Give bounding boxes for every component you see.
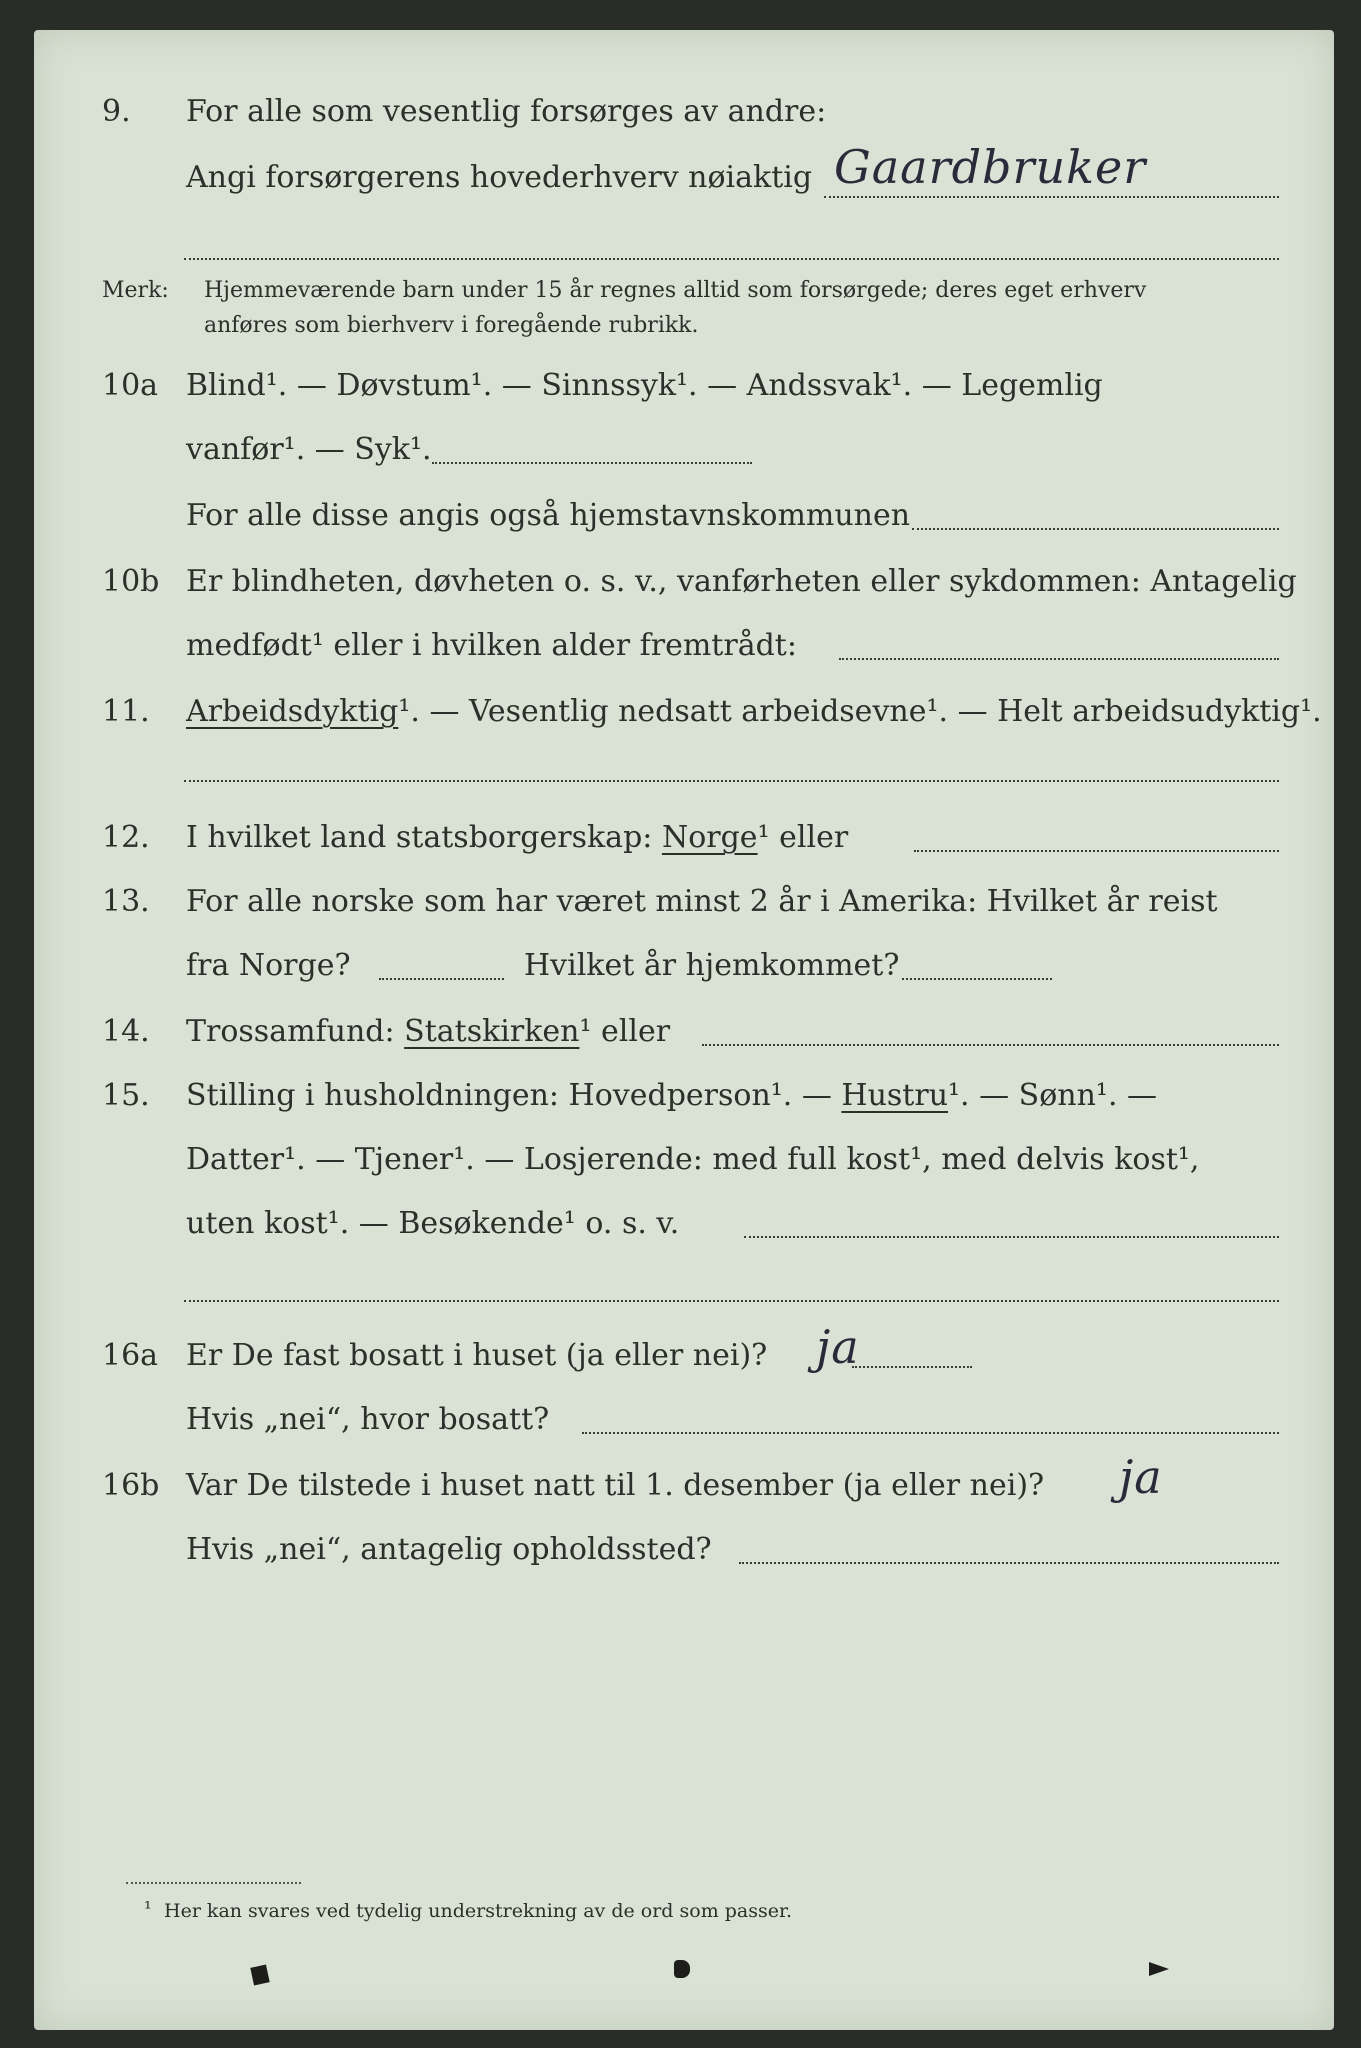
question-text: fra Norge? [186,948,351,983]
question-text: For alle norske som har været minst 2 år i Amerika: Hvilket år reist [186,884,1218,919]
question-number: 16a [102,1338,159,1373]
census-form-page [34,30,1334,2030]
selected-option: Arbeidsdyktig [186,694,399,729]
question-number: 13. [102,884,150,919]
question-text-end: ¹. — Sønn¹. — [948,1078,1158,1113]
answer-line[interactable] [914,850,1279,852]
note-text: Hjemmeværende barn under 15 år regnes alltid som forsørgede; deres eget erhverv [204,278,1147,303]
question-text: Er De fast bosatt i huset (ja eller nei)? [186,1338,768,1373]
handwritten-answer: ja [816,1320,860,1374]
question-number: 12. [102,820,150,855]
answer-line[interactable] [184,258,1279,260]
question-text [186,1076,1157,1116]
binding-mark-icon [250,1965,269,1986]
question-number: 10b [102,564,160,599]
question-text [186,818,848,858]
answer-line[interactable] [379,978,504,980]
question-text: Hvis „nei“, antagelig opholdssted? [186,1532,712,1567]
question-number: 11. [102,694,150,729]
answer-line[interactable] [824,196,1279,198]
answer-line[interactable] [852,1366,972,1368]
binding-mark-icon [1149,1962,1169,1976]
question-text: For alle som vesentlig forsørges av andre: [186,94,827,129]
answer-line[interactable] [902,978,1052,980]
question-number: 16b [102,1468,160,1503]
question-text-rest: ¹. — Vesentlig nedsatt arbeidsevne¹. — Helt arbeidsudyktig¹. [398,694,1322,729]
selected-option: Statskirken [404,1014,580,1049]
footnote-text: Her kan svares ved tydelig understrekning av de ord som passer. [164,1900,793,1922]
answer-line[interactable] [184,780,1279,782]
note-label: Merk: [102,278,169,303]
footnote-rule [126,1882,301,1884]
question-text: Var De tilstede i huset natt til 1. desember (ja eller nei)? [186,1468,1045,1503]
note-text: anføres som bierhverv i foregående rubrikk. [204,313,699,338]
question-text: Hvilket år hjemkommet? [524,948,900,983]
binding-mark-icon [674,1960,690,1978]
answer-line[interactable] [702,1044,1279,1046]
question-number: 9. [102,94,131,129]
handwritten-answer: Gaardbruker [834,140,1147,194]
selected-option: Norge [661,820,758,855]
selected-option: Hustru [841,1078,949,1113]
question-text: Hvis „nei“, hvor bosatt? [186,1402,550,1437]
answer-line[interactable] [739,1562,1279,1564]
answer-line[interactable] [184,1300,1279,1302]
question-number: 15. [102,1078,150,1113]
question-text [186,692,1322,732]
question-number: 10a [102,368,159,403]
question-text: Blind¹. — Døvstum¹. — Sinnssyk¹. — Andssvak¹. — Legemlig [186,368,1103,403]
question-text: Datter¹. — Tjener¹. — Losjerende: med full kost¹, med delvis kost¹, [186,1142,1200,1177]
footnote-mark: ¹ [144,1898,152,1920]
answer-line[interactable] [582,1432,1279,1434]
question-text-end: ¹ eller [757,820,849,855]
answer-line[interactable] [744,1236,1279,1238]
answer-line[interactable] [432,462,752,464]
question-text: Angi forsørgerens hovederhverv nøiaktig [186,160,813,195]
question-text: uten kost¹. — Besøkende¹ o. s. v. [186,1206,680,1241]
question-text: vanfør¹. — Syk¹. [186,432,432,467]
question-text-start: Stilling i husholdningen: Hovedperson¹. — [186,1078,832,1113]
question-number: 14. [102,1014,150,1049]
question-text: Er blindheten, døvheten o. s. v., vanførheten eller sykdommen: Antagelig [186,564,1297,599]
answer-line[interactable] [912,528,1279,530]
question-text: For alle disse angis også hjemstavnskommunen [186,498,911,533]
handwritten-answer: ja [1119,1450,1163,1504]
answer-line[interactable] [839,658,1279,660]
question-text-end: ¹ eller [579,1014,671,1049]
question-text-start: I hvilket land statsborgerskap: [186,820,653,855]
question-text-start: Trossamfund: [186,1014,395,1049]
question-text: medfødt¹ eller i hvilken alder fremtrådt: [186,628,797,663]
question-text [186,1012,670,1052]
